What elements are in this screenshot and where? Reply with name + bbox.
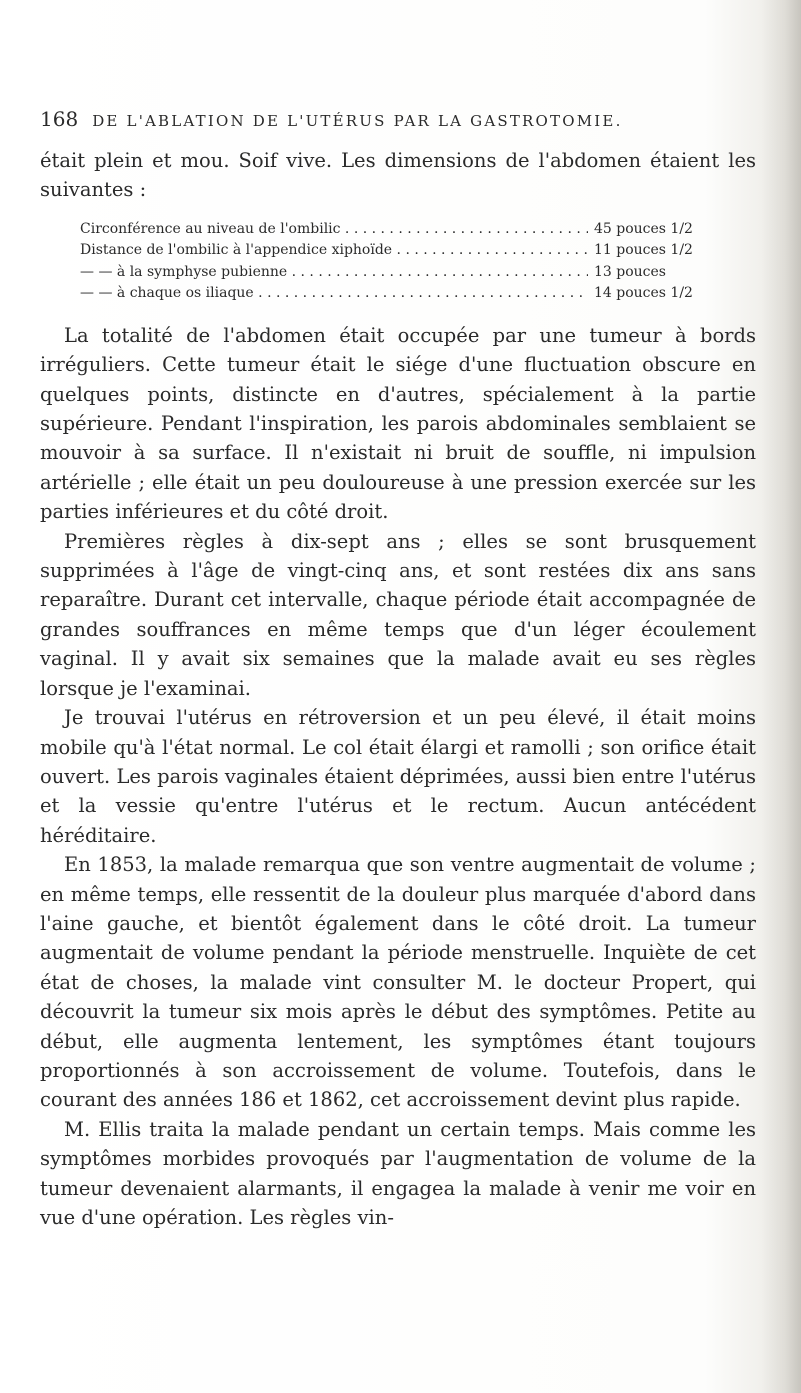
running-head [40, 108, 756, 132]
measurement-row [80, 240, 698, 262]
body-paragraph: Premières règles à dix-sept ans ; elles se sont brusquement supprimées à l'âge de vingt-cinq ans, et sont restées dix ans sans reparaître. Durant cet intervalle, chaque période était accompagnée de grandes souffrances en même temps que d'un léger écoulement vaginal. Il y avait six semaines que la malade avait eu ses règles lorsque je l'examinai. [40, 529, 756, 700]
intro-line: étaient les suivantes : [40, 149, 756, 202]
body-paragraph: M. Ellis traita la malade pendant un certain temps. Mais comme les symptômes morbides provoqués par l'augmentation de volume de la tumeur devenaient alarmants, il engagea la malade à venir me voir en vue d'une opération. Les règles vin- [40, 1117, 756, 1229]
running-title: DE L'ABLATION DE L'UTÉRUS PAR LA GASTROTOMIE. [92, 112, 623, 130]
measurement-row [80, 219, 698, 241]
measurement-label: Circonférence au niveau de l'ombilic . . . [80, 219, 588, 241]
measurement-value: 14 pouces 1/2 [594, 285, 693, 302]
measurement-label: Distance de l'ombilic à l'appendice xiphoïde . . . [80, 240, 588, 262]
page-number: 168 [40, 107, 79, 131]
measurement-row [80, 262, 698, 284]
measurement-label: — — à la symphyse pubienne . . . [80, 262, 588, 284]
page-edge-shadow [761, 0, 801, 1393]
measurements-table [80, 219, 698, 305]
intro-paragraph [40, 146, 756, 205]
measurement-row [80, 283, 698, 305]
body-paragraph: En 1853, la malade remarqua que son ventre augmentait de volume ; en même temps, elle ressentit de la douleur plus marquée d'abord dans l'aine gauche, et bientôt également dans le côté droit. La tumeur augmentait de volume pendant la période menstruelle. Inquiète de cet état de choses, la malade vint consulter M. le docteur Propert, qui découvrit la tumeur six mois après le début des symptômes. Petite au début, elle augmenta lentement, les symptômes étant toujours proportionnés à son accroissement de volume. Toutefois, dans le courant des années 186 et 1862, cet accroissement devint plus rapide. [40, 853, 756, 1112]
body-paragraph: Je trouvai l'utérus en rétroversion et un peu élevé, il était moins mobile qu'à l'état normal. Le col était élargi et ramolli ; son orifice était ouvert. Les parois vaginales étaient déprimées, aussi bien entre l'utérus et la vessie qu'entre l'utérus et le rectum. Aucun antécédent héréditaire. [40, 706, 756, 847]
page-content [40, 108, 756, 1232]
body-paragraph: La totalité de l'abdomen était occupée par une tumeur à bords irréguliers. Cette tumeur était le siége d'une fluctuation obscure en quelques points, distincte en d'autres, spécialement à la partie supérieure. Pendant l'inspiration, les parois abdominales semblaient se mouvoir à sa surface. Il n'existait ni bruit de souffle, ni impulsion artérielle ; elle était un peu douloureuse à une pression exercée sur les parties inférieures et du côté droit. [40, 323, 756, 524]
measurement-value: 11 pouces 1/2 [594, 242, 693, 259]
measurement-value: 45 pouces 1/2 [594, 220, 693, 237]
measurement-label: — — à chaque os iliaque . . . [80, 283, 588, 305]
intro-line: était plein et mou. Soif vive. Les dimensions de l'abdomen [40, 149, 642, 172]
measurement-value: 13 pouces [594, 263, 666, 280]
